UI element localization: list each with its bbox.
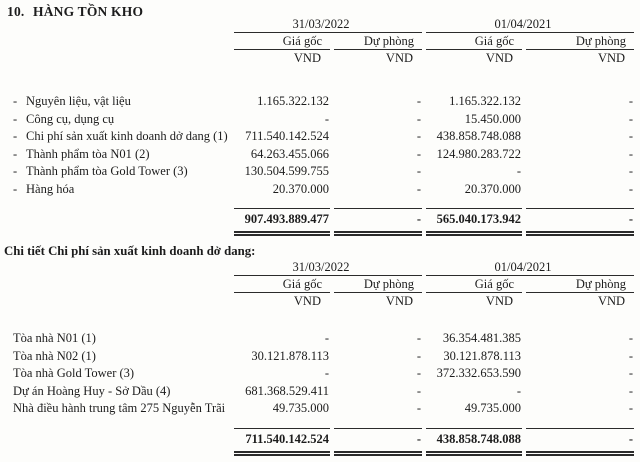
empty-cell [6,293,230,308]
cell-value: - [628,348,634,363]
table-row [6,330,634,348]
column-header-gia-goc: Giá gốc [234,276,330,293]
row-label [6,146,230,164]
row-label-text: Chi phí sản xuất kinh doanh dở dang (1) [26,129,228,144]
table-row [6,383,634,401]
row-label [6,93,230,111]
cell-value: - [416,401,422,416]
bullet-dash: - [13,164,18,179]
bullet-dash: - [13,129,18,144]
cell-value: - [628,129,634,144]
column-header-gia-goc: Giá gốc [426,276,522,293]
cell-value: - [324,366,329,381]
cell-value: - [324,111,329,126]
cell-value: - [416,331,422,345]
row-label-text: Nhà điều hành trung tâm 275 Nguyễn Trãi [13,401,226,416]
unit-label: VND [485,294,514,308]
cell-value: - [628,383,634,398]
row-label [6,383,230,401]
row-label-text: Hàng hóa [26,181,75,196]
cell-value: 64.263.455.066 [250,146,329,161]
bullet-dash: - [13,94,18,108]
total-value: - [526,428,634,456]
cell-value: - [416,181,422,196]
table-row [6,111,634,129]
table-row [6,163,634,181]
section-title: HÀNG TỒN KHO [33,4,144,19]
section-number: 10. [7,4,25,19]
date-header-row [6,17,634,33]
cell-value: 681.368.529.411 [245,383,329,398]
cell-value: 15.450.000 [464,111,522,126]
column-header-du-phong: Dự phòng [526,33,634,50]
cell-value: 36.354.481.385 [442,331,522,345]
row-label [6,111,230,129]
unit-header-row [6,50,634,65]
unit-label: VND [385,294,414,308]
row-label-text: Tòa nhà N02 (1) [13,348,96,363]
date-header-row [6,260,634,276]
bullet-dash: - [13,181,18,196]
cell-value: - [416,146,422,161]
column-date-right: 01/04/2021 [426,260,634,276]
cell-value: - [628,94,634,108]
total-value: 565.040.173.942 [426,208,522,236]
row-label-text: Tòa nhà Gold Tower (3) [13,366,135,381]
spacer-row [6,308,634,330]
row-label [6,128,230,146]
table-row [6,348,634,366]
subcolumn-header-row [6,276,634,293]
cell-value: 438.858.748.088 [436,129,522,144]
cell-value: 20.370.000 [464,181,522,196]
cell-value: - [628,401,634,416]
cell-value: - [416,94,422,108]
cell-value: 1.165.322.132 [257,94,329,108]
cell-value: - [324,331,329,345]
empty-cell [6,276,230,293]
empty-cell [6,50,230,65]
cell-value: 30.121.878.113 [443,348,522,363]
cell-value: 49.735.000 [272,401,329,416]
row-label-text: Thành phẩm tòa Gold Tower (3) [26,164,188,179]
empty-cell [6,428,230,456]
empty-cell [6,17,230,33]
cell-value: 49.735.000 [464,401,522,416]
cell-value: 372.332.653.590 [436,366,522,381]
total-value: 711.540.142.524 [234,428,330,456]
cell-value: - [628,164,634,179]
cell-value: - [516,164,522,179]
column-header-gia-goc: Giá gốc [234,33,330,50]
total-value: - [334,428,422,456]
detail-section-title: Chi tiết Chi phí sản xuất kinh doanh dở dang: [4,244,256,258]
cell-value: - [416,164,422,179]
column-header-du-phong: Dự phòng [526,276,634,293]
row-label-text: Tòa nhà N01 (1) [13,331,96,345]
row-label [6,330,230,348]
cell-value: 20.370.000 [272,181,329,196]
row-label [6,365,230,383]
empty-cell [6,260,230,276]
cell-value: - [628,181,634,196]
unit-header-row [6,293,634,308]
row-label [6,400,230,418]
cell-value: - [628,111,634,126]
cell-value: 711.540.142.524 [245,129,329,144]
row-label-text: Thành phẩm tòa N01 (2) [26,146,150,161]
table-row [6,146,634,164]
row-label-text: Nguyên liệu, vật liệu [26,94,131,108]
cell-value: - [628,331,634,345]
cell-value: - [516,383,522,398]
table-row [6,128,634,146]
column-header-du-phong: Dự phòng [334,33,422,50]
cell-value: - [416,383,422,398]
cell-value: - [628,146,634,161]
cell-value: 124.980.283.722 [436,146,522,161]
table-row [6,93,634,111]
spacer-row [6,199,634,208]
unit-label: VND [293,51,321,65]
row-label-text: Dự án Hoàng Huy - Sở Dầu (4) [13,383,171,398]
unit-label: VND [597,294,626,308]
column-header-du-phong: Dự phòng [334,276,422,293]
unit-label: VND [485,51,514,65]
unit-label: VND [293,294,321,308]
total-value: 907.493.889.477 [234,208,330,236]
total-row [6,428,634,456]
total-value: 438.858.748.088 [426,428,522,456]
cell-value: 30.121.878.113 [251,348,329,363]
wip-detail-table [2,260,638,456]
cell-value: - [628,366,634,381]
table-row [6,365,634,383]
column-date-left: 31/03/2022 [234,260,422,276]
column-date-right: 01/04/2021 [426,17,634,33]
total-row [6,208,634,236]
bullet-dash: - [13,146,18,161]
table-row [6,181,634,199]
row-label [6,348,230,366]
empty-cell [6,33,230,50]
table-row [6,400,634,418]
spacer-row [6,65,634,93]
row-label [6,163,230,181]
spacer-row [6,418,634,428]
bullet-dash: - [13,111,18,126]
cell-value: - [416,348,422,363]
column-header-gia-goc: Giá gốc [426,33,522,50]
cell-value: - [416,111,422,126]
inventory-summary-table [2,17,638,236]
total-value: - [334,208,422,236]
unit-label: VND [385,51,414,65]
cell-value: 1.165.322.132 [449,94,522,108]
cell-value: - [416,129,422,144]
column-date-left: 31/03/2022 [234,17,422,33]
unit-label: VND [597,51,626,65]
total-value: - [526,208,634,236]
cell-value: 130.504.599.755 [244,164,329,179]
subcolumn-header-row [6,33,634,50]
empty-cell [6,208,230,236]
cell-value: - [416,366,422,381]
row-label-text: Công cụ, dụng cụ [26,111,115,126]
row-label [6,181,230,199]
